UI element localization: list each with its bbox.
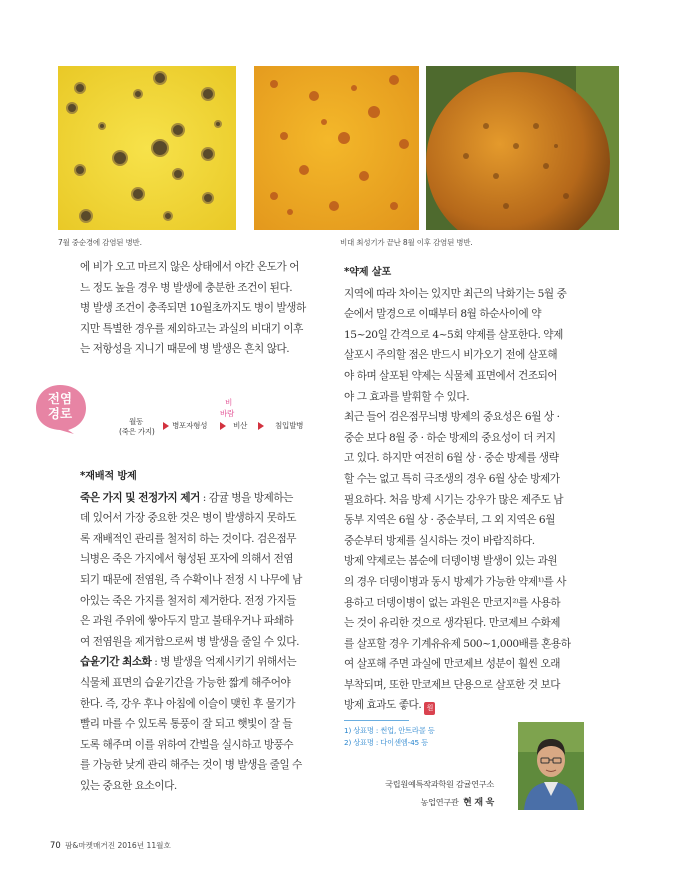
footnote-divider [344,720,409,721]
section-heading: *재배적 방제 [80,471,137,482]
photo-citrus-fruit-spotted [426,66,619,230]
text-line: 데 있어서 가장 중요한 것은 병이 발생하지 못하도 [80,512,297,525]
cultural-control-section [80,467,320,797]
section-heading: *약제 살포 [344,267,392,278]
text-line: 병 발생 조건이 충족되면 10월초까지도 병이 발생하 [80,302,306,315]
magazine-issue: 팜&마켓매거진 2016년 11월호 [65,841,171,850]
flow-arrow [163,422,169,430]
text-line: 한다. 즉, 강우 후나 아침에 이슬이 맺힌 후 물기가 [80,697,296,710]
text-line: 살포시 주의할 점은 반드시 비가오기 전에 살포해 [344,349,558,362]
flow-arrow [220,422,226,430]
text-line: 15~20일 간격으로 4~5회 약제를 살포한다. 약제 [344,328,563,341]
text-line: 록 재배적인 관리를 철저히 하는 것이다. 검은점무 [80,532,297,545]
text-line: 용하고 더뎅이병이 없는 과원은 만코지²⁾를 사용하 [344,596,561,609]
route-step-dispersal: 비산 [233,421,248,430]
text-line: : 병 발생을 억제시키기 위해서는 [151,656,297,669]
spray-section [344,263,594,716]
text-line: 필요하다. 처음 방제 시기는 강우가 많은 제주도 남 [344,493,564,506]
text-line: 최근 들어 검은점무늬병 방제의 중요성은 6월 상 · [344,411,560,424]
article-end-mark: 원 [424,702,435,715]
text-line: 야 하며 살포된 약제는 식물체 표면에서 건조되어 [344,369,558,382]
text-line: 야 그 효과를 발휘할 수 있다. [344,390,470,403]
text-line: 는 저항성을 지니기 때문에 병 발생은 흔치 않다. [80,343,290,356]
text-line: 를 가능한 낮게 관리 해주는 것이 병 발생을 줄일 수 [80,759,302,772]
photo-caption-left: 7월 중순경에 감염된 병반. [58,238,142,247]
text-line: 지역에 따라 차이는 있지만 최근의 낙화기는 5월 중 [344,287,567,300]
footnote-2: 2) 상표명 : 다이센엠-45 등 [344,738,428,747]
route-step-infection: 침입발병 [275,421,304,430]
text-line: 순에서 말경으로 이때부터 8월 하순사이에 약 [344,308,541,321]
text-line: 방제 효과도 좋다. [344,699,422,712]
page-number: 70 [50,840,61,850]
text-line: 할 수는 없고 특히 극조생의 경우 6월 상순 방제가 [344,472,560,485]
text-line: 부착되며, 또한 만코제브 단용으로 살포한 것 보다 [344,678,561,691]
text-line: 빨리 마를 수 있도록 통풍이 잘 되고 햇빛이 잘 들 [80,718,293,731]
text-line: 중순 보다 8월 중 · 하순 방제의 중요성이 더 커지 [344,431,556,444]
text-line: 지만 특별한 경우를 제외하고는 과실의 비대기 이후 [80,322,303,335]
author-organization: 국립원예특작과학원 감귤연구소 [385,779,494,789]
text-line: 아있는 죽은 가지를 철저히 제거한다. 전정 가지들 [80,594,297,607]
text-line: 방제 약제로는 봄순에 더뎅이병 발생이 있는 과원 [344,555,558,568]
author-name: 현 재 욱 [463,798,494,808]
text-line: 를 살포할 경우 기계유유제 500~1,000배를 혼용하 [344,637,571,650]
author-portrait [518,722,584,810]
route-step-overwinter-sub: (죽은 가지) [119,427,155,436]
text-line: 느 정도 높을 경우 병 발생에 충분한 조건이 된다. [80,281,293,294]
badge-label-bottom: 경로 [47,406,73,421]
author-byline [420,795,494,808]
intro-paragraph [80,257,320,360]
text-line: 는 것이 유리한 것으로 생각된다. 만코제브 수화제 [344,617,561,630]
photo-fruit-lesions-late [254,66,419,230]
route-step-sporulation: 병포자형성 [172,421,208,430]
text-line: 식물체 표면의 습윤기간을 가능한 짧게 해주어야 [80,676,291,689]
route-label-wind: 바람 [220,409,235,418]
footnote-1: 1) 상표명 : 썬업, 안트라콜 등 [344,726,435,735]
text-line: 에 비가 오고 마르지 않은 상태에서 야간 온도가 어 [80,261,300,273]
page-footer [50,840,171,851]
text-line: 되기 때문에 전염원, 즉 수확이나 전정 시 나무에 남 [80,573,302,586]
infection-route-badge [34,383,94,435]
text-line: 중순부터 방제를 실시하는 것이 바람직하다. [344,534,535,547]
text-line: 동부 지역은 6월 상 · 중순부터, 그 외 지역은 6월 [344,514,555,527]
flow-arrow [258,422,264,430]
photo-leaf-lesions-early [58,66,236,230]
text-line: 의 경우 더뎅이병과 동시 방제가 가능한 약제¹⁾를 사 [344,575,567,588]
text-line: 여 살포해 주면 과실에 만코제브 성분이 훨씬 오래 [344,658,561,671]
badge-label-top: 전염 [47,391,73,406]
photo-caption-right: 비대 최성기가 끝난 8월 이후 감염된 병반. [340,238,473,247]
subheading-humidity: 습윤기간 최소화 [80,656,152,669]
route-step-overwinter: 월동 [129,417,144,426]
text-line: 도록 해주며 이를 위하여 간벌을 실시하고 방풍수 [80,738,294,751]
route-label-rain: 비 [225,398,233,407]
text-line: 여 전염원을 제거함으로써 병 발생을 줄일 수 있다. [80,635,300,648]
text-line: 고 있다. 하지만 여전히 6월 상 · 중순 방제를 생략 [344,452,559,465]
text-line: : 감귤 병을 방제하는 [199,491,293,504]
text-line: 은 과원 주위에 쌓아두지 말고 불태우거나 파쇄하 [80,615,294,628]
text-line: 있는 중요한 요소이다. [80,779,177,792]
text-line: 늬병은 죽은 가지에서 형성된 포자에 의해서 전염 [80,553,294,566]
subheading-dead-branch: 죽은 가지 및 전정가지 제거 [80,491,200,504]
author-title: 농업연구관 [420,797,459,807]
